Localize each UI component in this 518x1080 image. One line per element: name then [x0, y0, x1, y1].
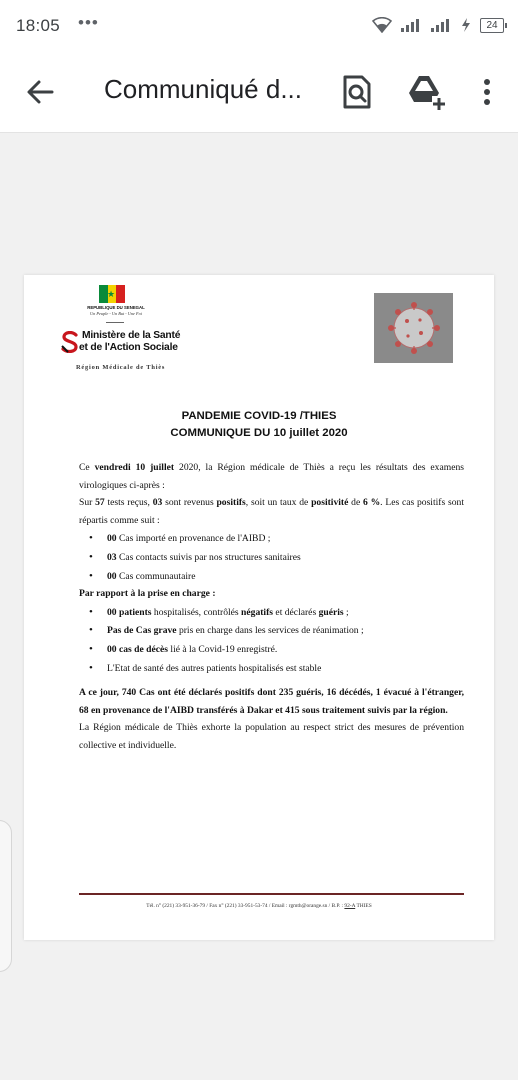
intro-paragraph: Ce vendredi 10 juillet 2020, la Région médicale de Thiès a reçu les résultats des examens virologiques ci-après :	[79, 462, 464, 491]
senegal-flag	[99, 285, 125, 303]
list-item: • Pas de Cas grave pris en charge dans les services de réanimation ;	[79, 622, 464, 640]
status-bar	[0, 0, 518, 52]
flag-star-icon: ★	[107, 289, 116, 299]
footer-divider	[79, 893, 464, 895]
status-time: 18:05	[16, 16, 61, 35]
battery-icon: 24	[480, 18, 504, 33]
charging-icon	[460, 17, 472, 33]
signal-icon	[400, 17, 422, 33]
signal-icon-2	[430, 17, 452, 33]
list-item: • 00 cas de décès lié à la Covid-19 enregistré.	[79, 641, 464, 659]
positive-cases-list	[79, 530, 464, 585]
document-title: Communiqué d...	[104, 74, 302, 104]
coronavirus-image	[374, 293, 453, 363]
flag-stripe-red	[116, 285, 125, 303]
notification-dots-icon: •••	[78, 13, 99, 32]
list-item: • 00 patients hospitalisés, contrôlés négatifs et déclarés guéris ;	[79, 604, 464, 622]
ministry-name-line1: Ministère de la Santé	[82, 330, 181, 341]
find-in-document-icon[interactable]	[340, 74, 374, 110]
add-to-drive-icon[interactable]	[406, 72, 446, 112]
communique-subtitle: COMMUNIQUE DU 10 juillet 2020	[170, 427, 348, 439]
prise-en-charge-heading: Par rapport à la prise en charge :	[79, 588, 216, 600]
document-page	[24, 275, 494, 940]
header-divider	[106, 322, 124, 323]
app-toolbar	[0, 52, 518, 133]
list-item: • 00 Cas importé en provenance de l'AIBD ;	[79, 530, 464, 548]
region-label: Région Médicale de Thiès	[76, 364, 166, 371]
list-item: • 03 Cas contacts suivis par nos structures sanitaires	[79, 549, 464, 567]
tests-paragraph: Sur 57 tests reçus, 03 sont revenus positifs, soit un taux de positivité de 6 %. Les cas positifs sont répartis comme suit :	[79, 497, 465, 526]
wifi-icon	[372, 17, 392, 33]
contact-footer: Tél. n° (221) 33-951-36-79 / Fax n° (221) 33-951-53-74 / Email : rgmth@orange.sn / B.P. : 92-A THIES	[146, 903, 372, 909]
communique-title: PANDEMIE COVID-19 /THIES	[181, 410, 337, 422]
communique-body	[79, 459, 464, 755]
summary-paragraph: A ce jour, 740 Cas ont été déclarés positifs dont 235 guéris, 16 décédés, 1 évacué à l'étranger, 68 en provenance de l'AIBD transférés à Dakar et 415 sous traitement suivis par la région.	[79, 687, 464, 716]
more-options-icon[interactable]	[472, 74, 502, 110]
care-list	[79, 604, 464, 677]
national-motto: Un Peuple - Un But - Une Foi	[90, 311, 142, 316]
status-icons	[372, 14, 504, 36]
list-item: • 00 Cas communautaire	[79, 568, 464, 586]
ministry-logo-icon	[60, 331, 80, 353]
list-item: • L'Etat de santé des autres patients hospitalisés est stable	[79, 660, 464, 678]
back-arrow-icon[interactable]	[22, 74, 58, 110]
ministry-name-line2: et de l'Action Sociale	[79, 342, 178, 353]
exhortation-paragraph: La Région médicale de Thiès exhorte la population au respect strict des mesures de prévention collective et individuelle.	[79, 722, 464, 751]
republic-label: REPUBLIQUE DU SENEGAL	[87, 305, 145, 310]
edge-panel-handle[interactable]	[0, 820, 12, 972]
